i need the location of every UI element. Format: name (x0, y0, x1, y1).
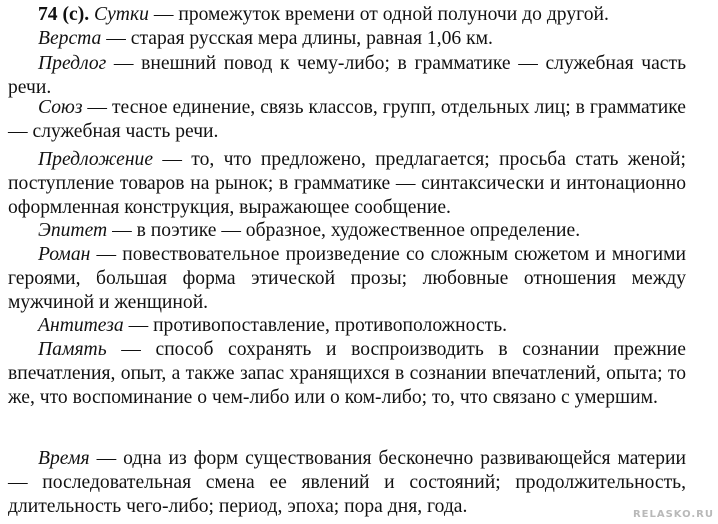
exercise-number: 74 (с). (38, 4, 90, 25)
entry-definition: — в поэтике — образное, художественное определение. (107, 220, 581, 241)
entry-definition: — тесное единение, связь классов, групп, отдельных лиц; в грамматике — служебная часть речи. (8, 97, 686, 143)
entry-definition: — противопоставление, противоположность. (123, 315, 508, 336)
entry-term: Предложение (38, 149, 154, 170)
entry-pamyat (8, 338, 686, 411)
site-watermark: RELASKO.RU (632, 509, 714, 520)
entry-definition: — способ сохранять и воспроизводить в сознании прежние впечатления, опыт, а также запас хранящихся в сознании впечатлений, опыта; то же, что воспоминание о чем-либо или о ком-либо; то, что связано с умершим. (8, 339, 686, 409)
entry-term: Эпитет (38, 220, 108, 241)
entry-term: Роман (38, 244, 91, 265)
entry-term: Сутки (94, 4, 149, 25)
entry-predlozhenie (8, 148, 686, 221)
entry-soyuz (8, 96, 686, 144)
entry-versta (8, 27, 686, 51)
entry-definition: — то, что предложено, предлагается; просьба стать женой; поступление товаров на рынок; в грамматике — синтаксически и интонационно оформленная конструкция, выражающее сообщение. (8, 149, 686, 219)
entry-definition: — старая русская мера длины, равная 1,06 км. (101, 28, 493, 49)
entry-definition: — внешний повод к чему-либо; в грамматике — служебная часть речи. (8, 53, 686, 99)
entry-term: Антитеза (38, 315, 124, 336)
entry-term: Союз (38, 97, 83, 118)
entry-epitet (8, 219, 686, 243)
entry-definition: — повествовательное произведение со сложным сюжетом и многими героями, большая форма этической прозы; любовные отношения между мужчиной и женщиной. (8, 244, 686, 314)
entry-antiteza (8, 314, 686, 338)
entry-roman (8, 243, 686, 316)
entry-sutki (8, 3, 686, 27)
entry-term: Предлог (38, 53, 107, 74)
entry-definition: — промежуток времени от одной полуночи до другой. (148, 4, 609, 25)
entry-term: Время (38, 448, 90, 469)
entry-term: Верста (38, 28, 102, 49)
entry-predlog (8, 52, 686, 100)
entry-term: Память (38, 339, 107, 360)
entry-vremya (8, 447, 686, 520)
entry-definition: — одна из форм существования бесконечно развивающейся материи — последовательная смена ее явлений и состояний; продолжительность, длительность чего-либо; период, эпоха; пора дня, года. (8, 448, 686, 518)
